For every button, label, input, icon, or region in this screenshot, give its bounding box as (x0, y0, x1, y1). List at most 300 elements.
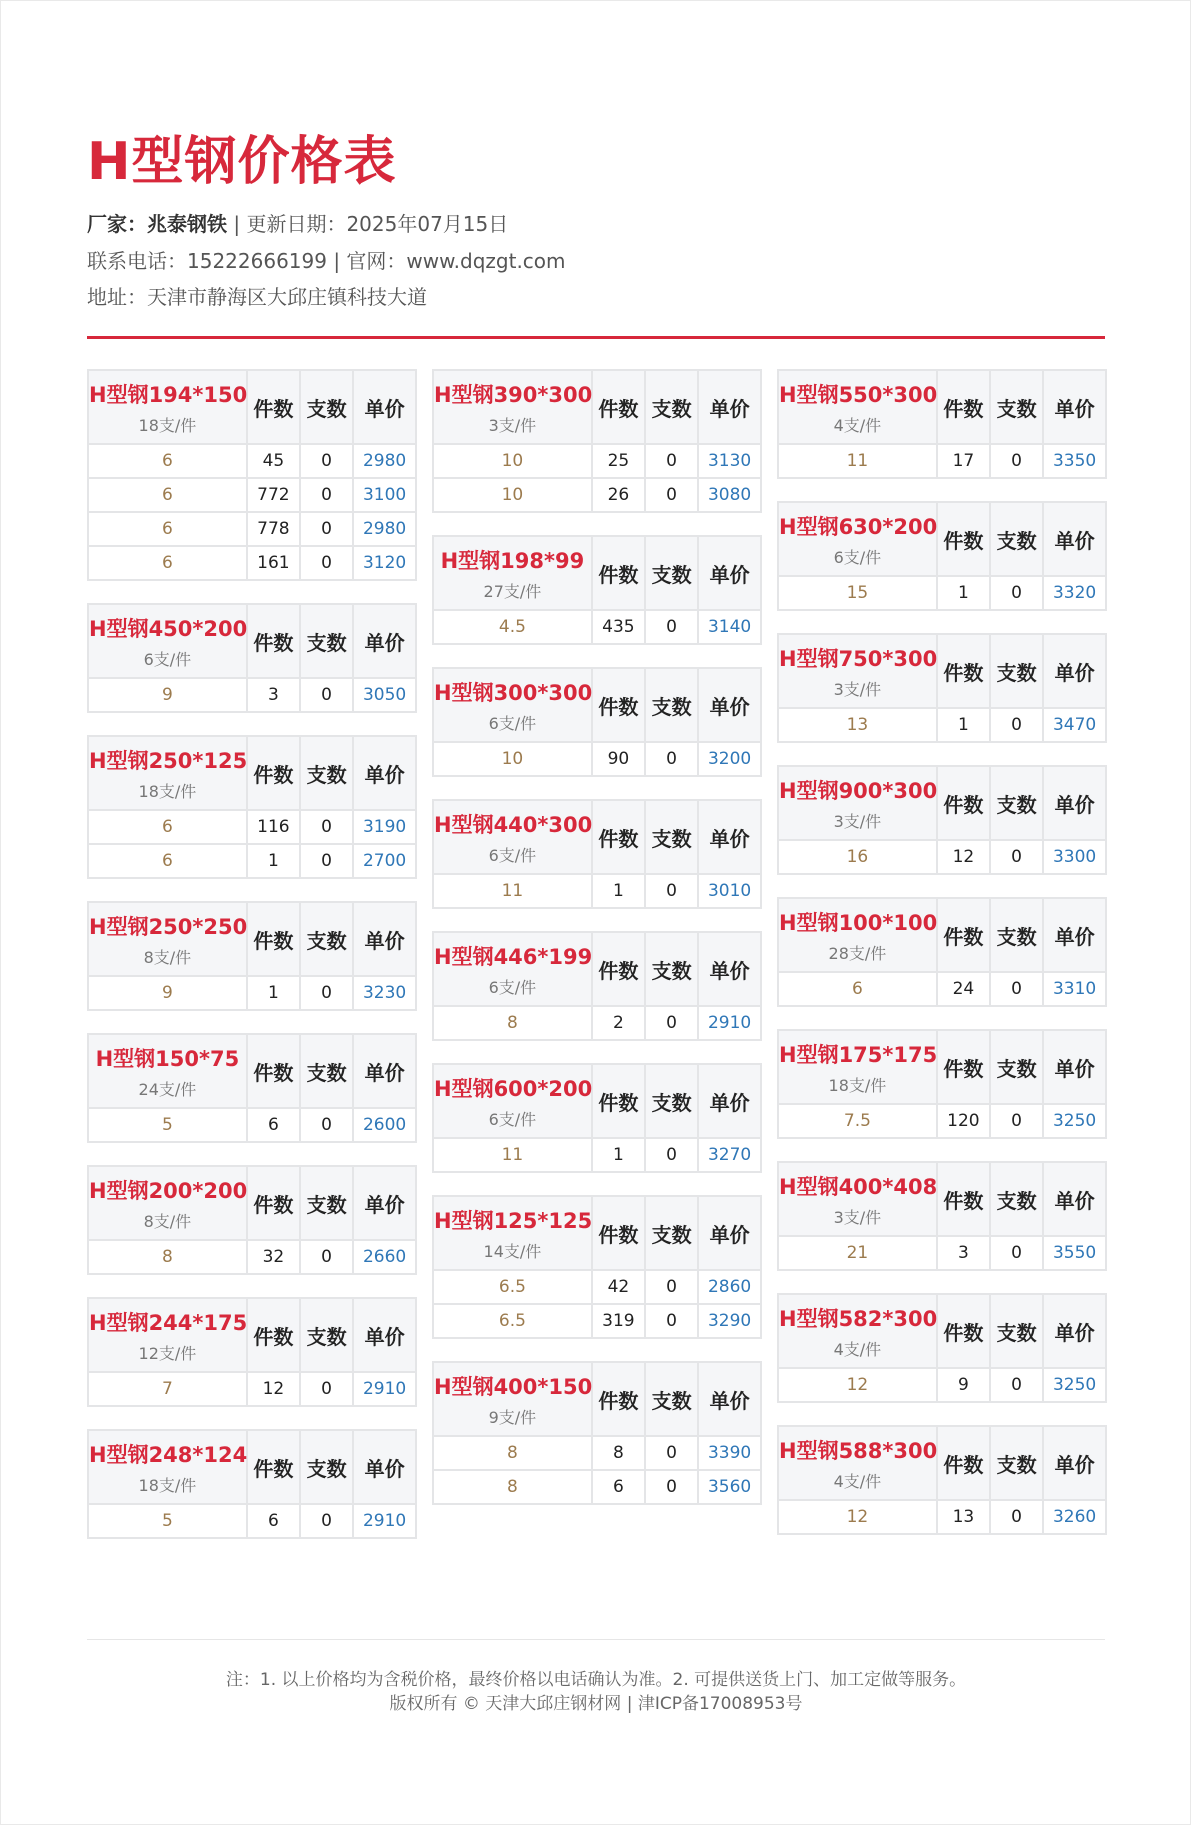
thickness-cell: 10 (434, 743, 591, 775)
table-header-row (779, 635, 1105, 707)
count-cell: 1 (248, 845, 299, 877)
thickness-cell: 7 (89, 1373, 246, 1405)
product-name: H型钢390*300 (434, 382, 593, 407)
price-table (777, 1029, 1107, 1139)
table-row (89, 1109, 415, 1141)
count-header: 件数 (248, 1167, 299, 1239)
count-cell: 1 (593, 1139, 644, 1171)
price-cell: 3350 (1044, 445, 1105, 477)
thickness-cell: 4.5 (434, 611, 591, 643)
count-cell: 13 (938, 1501, 989, 1533)
price-cell: 2700 (354, 845, 415, 877)
count-cell: 435 (593, 611, 644, 643)
thickness-cell: 21 (779, 1237, 936, 1269)
count-header: 件数 (938, 503, 989, 575)
pieces-header: 支数 (991, 635, 1042, 707)
price-header: 单价 (354, 371, 415, 443)
price-cell: 2660 (354, 1241, 415, 1273)
product-header (779, 899, 936, 971)
price-table (87, 901, 417, 1011)
price-cell: 3250 (1044, 1105, 1105, 1137)
pieces-cell: 0 (646, 611, 697, 643)
price-cell: 3130 (699, 445, 760, 477)
price-header: 单价 (354, 737, 415, 809)
table-row (89, 513, 415, 545)
product-name: H型钢900*300 (779, 778, 938, 803)
pieces-per-bundle: 8支/件 (143, 947, 192, 967)
product-name: H型钢440*300 (434, 812, 593, 837)
table-row (434, 611, 760, 643)
table-header-row (779, 371, 1105, 443)
product-header (89, 1167, 246, 1239)
pieces-cell: 0 (646, 1139, 697, 1171)
count-cell: 1 (593, 875, 644, 907)
table-header-row (89, 1431, 415, 1503)
thickness-cell: 9 (89, 977, 246, 1009)
count-header: 件数 (593, 669, 644, 741)
table-header-row (779, 1295, 1105, 1367)
count-header: 件数 (248, 605, 299, 677)
count-cell: 6 (593, 1471, 644, 1503)
footer-note: 注：1. 以上价格均为含税价格，最终价格以电话确认为准。2. 可提供送货上门、加工定做等服务。 (225, 1670, 967, 1690)
count-cell: 2 (593, 1007, 644, 1039)
product-header (89, 1299, 246, 1371)
table-header-row (434, 669, 760, 741)
table-row (779, 577, 1105, 609)
pieces-per-bundle: 6支/件 (488, 1109, 537, 1129)
price-cell: 3470 (1044, 709, 1105, 741)
product-header (89, 1035, 246, 1107)
pieces-header: 支数 (646, 371, 697, 443)
pieces-cell: 0 (646, 445, 697, 477)
price-header: 单价 (1044, 1427, 1105, 1499)
price-table (777, 369, 1107, 479)
pieces-cell: 0 (301, 1109, 352, 1141)
table-row (434, 1437, 760, 1469)
product-name: H型钢125*125 (434, 1208, 593, 1233)
price-table (777, 501, 1107, 611)
pieces-per-bundle: 4支/件 (833, 1339, 882, 1359)
price-table (777, 1425, 1107, 1535)
count-header: 件数 (248, 1035, 299, 1107)
price-table (87, 369, 417, 581)
product-header (779, 371, 936, 443)
table-header-row (434, 933, 760, 1005)
table-header-row (434, 1363, 760, 1435)
price-table (432, 535, 762, 645)
price-header: 单价 (1044, 1163, 1105, 1235)
count-cell: 778 (248, 513, 299, 545)
pieces-per-bundle: 4支/件 (833, 415, 882, 435)
count-header: 件数 (938, 371, 989, 443)
count-cell: 1 (938, 577, 989, 609)
table-header-row (89, 1035, 415, 1107)
price-cell: 3080 (699, 479, 760, 511)
pieces-header: 支数 (301, 1167, 352, 1239)
table-row (434, 1007, 760, 1039)
table-header-row (434, 537, 760, 609)
table-row (434, 1471, 760, 1503)
product-name: H型钢450*200 (89, 616, 248, 641)
pieces-cell: 0 (301, 479, 352, 511)
product-name: H型钢600*200 (434, 1076, 593, 1101)
table-row (434, 875, 760, 907)
pieces-per-bundle: 18支/件 (828, 1075, 887, 1095)
price-cell: 2910 (354, 1373, 415, 1405)
product-header (434, 669, 591, 741)
thickness-cell: 5 (89, 1505, 246, 1537)
pieces-cell: 0 (991, 709, 1042, 741)
thickness-cell: 6 (89, 845, 246, 877)
table-header-row (779, 767, 1105, 839)
price-table (432, 1063, 762, 1173)
table-row (89, 845, 415, 877)
pieces-cell: 0 (991, 1501, 1042, 1533)
pieces-cell: 0 (301, 513, 352, 545)
product-header (434, 371, 591, 443)
product-header (434, 933, 591, 1005)
price-column-2 (432, 369, 762, 1527)
pieces-per-bundle: 18支/件 (138, 781, 197, 801)
pieces-cell: 0 (301, 547, 352, 579)
count-cell: 24 (938, 973, 989, 1005)
pieces-cell: 0 (301, 679, 352, 711)
pieces-header: 支数 (301, 903, 352, 975)
price-cell: 3140 (699, 611, 760, 643)
count-cell: 772 (248, 479, 299, 511)
product-header (89, 1431, 246, 1503)
pieces-cell: 0 (991, 973, 1042, 1005)
pieces-per-bundle: 6支/件 (833, 547, 882, 567)
count-header: 件数 (938, 635, 989, 707)
count-cell: 9 (938, 1369, 989, 1401)
pieces-per-bundle: 28支/件 (828, 943, 887, 963)
table-row (89, 547, 415, 579)
thickness-cell: 10 (434, 479, 591, 511)
price-header: 单价 (354, 1431, 415, 1503)
pieces-cell: 0 (301, 845, 352, 877)
count-cell: 6 (248, 1109, 299, 1141)
table-header-row (89, 371, 415, 443)
product-name: H型钢582*300 (779, 1306, 938, 1331)
header-divider (87, 336, 1105, 339)
thickness-cell: 9 (89, 679, 246, 711)
table-row (89, 977, 415, 1009)
table-row (89, 811, 415, 843)
count-cell: 32 (248, 1241, 299, 1273)
pieces-cell: 0 (991, 1105, 1042, 1137)
price-cell: 3050 (354, 679, 415, 711)
pieces-per-bundle: 18支/件 (138, 1475, 197, 1495)
pieces-per-bundle: 27支/件 (483, 581, 542, 601)
product-name: H型钢200*200 (89, 1178, 248, 1203)
count-header: 件数 (938, 767, 989, 839)
count-header: 件数 (938, 1163, 989, 1235)
pieces-cell: 0 (646, 875, 697, 907)
thickness-cell: 11 (434, 875, 591, 907)
price-table (432, 931, 762, 1041)
price-header: 单价 (354, 903, 415, 975)
pieces-per-bundle: 9支/件 (488, 1407, 537, 1427)
footer-divider (87, 1639, 1105, 1640)
footer-copyright: 版权所有 © 天津大邱庄钢材网 | 津ICP备17008953号 (389, 1694, 803, 1714)
price-cell: 3010 (699, 875, 760, 907)
price-cell: 2860 (699, 1271, 760, 1303)
thickness-cell: 11 (779, 445, 936, 477)
pieces-per-bundle: 6支/件 (488, 977, 537, 997)
count-cell: 1 (248, 977, 299, 1009)
pieces-cell: 0 (991, 1369, 1042, 1401)
thickness-cell: 10 (434, 445, 591, 477)
pieces-per-bundle: 8支/件 (143, 1211, 192, 1231)
factory-label: 厂家：兆泰钢铁 (87, 212, 227, 236)
price-table (87, 735, 417, 879)
pieces-per-bundle: 3支/件 (833, 811, 882, 831)
table-row (89, 479, 415, 511)
price-table (777, 765, 1107, 875)
pieces-header: 支数 (646, 1363, 697, 1435)
price-cell: 2980 (354, 445, 415, 477)
price-cell: 3260 (1044, 1501, 1105, 1533)
price-header: 单价 (1044, 635, 1105, 707)
price-header: 单价 (699, 1197, 760, 1269)
price-table (432, 667, 762, 777)
count-cell: 90 (593, 743, 644, 775)
pieces-per-bundle: 14支/件 (483, 1241, 542, 1261)
product-name: H型钢400*408 (779, 1174, 938, 1199)
pieces-per-bundle: 24支/件 (138, 1079, 197, 1099)
count-cell: 45 (248, 445, 299, 477)
thickness-cell: 13 (779, 709, 936, 741)
count-header: 件数 (593, 1065, 644, 1137)
pieces-per-bundle: 12支/件 (138, 1343, 197, 1363)
thickness-cell: 6 (89, 513, 246, 545)
price-header: 单价 (1044, 899, 1105, 971)
product-name: H型钢100*100 (779, 910, 938, 935)
table-header-row (434, 1197, 760, 1269)
price-cell: 3120 (354, 547, 415, 579)
meta-line-factory (87, 208, 508, 237)
price-cell: 3300 (1044, 841, 1105, 873)
table-row (779, 1501, 1105, 1533)
pieces-cell: 0 (646, 1437, 697, 1469)
table-row (779, 1369, 1105, 1401)
product-header (434, 801, 591, 873)
count-header: 件数 (248, 903, 299, 975)
count-cell: 3 (938, 1237, 989, 1269)
table-row (779, 445, 1105, 477)
price-table (777, 1161, 1107, 1271)
pieces-per-bundle: 6支/件 (143, 649, 192, 669)
table-header-row (434, 371, 760, 443)
product-header (434, 1197, 591, 1269)
pieces-header: 支数 (991, 371, 1042, 443)
product-header (779, 1427, 936, 1499)
thickness-cell: 11 (434, 1139, 591, 1171)
count-cell: 3 (248, 679, 299, 711)
count-cell: 1 (938, 709, 989, 741)
table-row (779, 973, 1105, 1005)
pieces-cell: 0 (646, 1271, 697, 1303)
thickness-cell: 7.5 (779, 1105, 936, 1137)
price-cell: 3100 (354, 479, 415, 511)
price-header: 单价 (354, 1167, 415, 1239)
price-cell: 2980 (354, 513, 415, 545)
price-table (432, 1361, 762, 1505)
pieces-header: 支数 (301, 1431, 352, 1503)
count-cell: 116 (248, 811, 299, 843)
product-header (779, 1163, 936, 1235)
price-cell: 3320 (1044, 577, 1105, 609)
count-header: 件数 (938, 1295, 989, 1367)
product-name: H型钢300*300 (434, 680, 593, 705)
table-header-row (89, 605, 415, 677)
price-table (87, 603, 417, 713)
price-cell: 2600 (354, 1109, 415, 1141)
product-name: H型钢244*175 (89, 1310, 248, 1335)
thickness-cell: 5 (89, 1109, 246, 1141)
product-header (89, 903, 246, 975)
price-table (432, 369, 762, 513)
thickness-cell: 6 (89, 811, 246, 843)
price-table (87, 1165, 417, 1275)
product-header (89, 737, 246, 809)
count-header: 件数 (248, 1431, 299, 1503)
product-name: H型钢446*199 (434, 944, 593, 969)
pieces-per-bundle: 3支/件 (833, 1207, 882, 1227)
table-header-row (89, 737, 415, 809)
count-header: 件数 (248, 1299, 299, 1371)
count-cell: 25 (593, 445, 644, 477)
price-header: 单价 (354, 1035, 415, 1107)
count-cell: 8 (593, 1437, 644, 1469)
table-row (89, 1373, 415, 1405)
count-cell: 161 (248, 547, 299, 579)
table-header-row (89, 1299, 415, 1371)
pieces-header: 支数 (646, 801, 697, 873)
pieces-header: 支数 (991, 767, 1042, 839)
thickness-cell: 16 (779, 841, 936, 873)
price-header: 单价 (354, 1299, 415, 1371)
price-table (777, 1293, 1107, 1403)
pieces-cell: 0 (991, 841, 1042, 873)
price-header: 单价 (1044, 1295, 1105, 1367)
price-header: 单价 (699, 1363, 760, 1435)
count-header: 件数 (593, 933, 644, 1005)
count-cell: 12 (938, 841, 989, 873)
thickness-cell: 8 (434, 1471, 591, 1503)
meta-line-address: 地址：天津市静海区大邱庄镇科技大道 (87, 285, 427, 309)
price-header: 单价 (699, 537, 760, 609)
table-row (89, 445, 415, 477)
pieces-header: 支数 (991, 1295, 1042, 1367)
price-cell: 3250 (1044, 1369, 1105, 1401)
table-row (779, 841, 1105, 873)
price-table (432, 1195, 762, 1339)
pieces-header: 支数 (301, 605, 352, 677)
price-cell: 2910 (699, 1007, 760, 1039)
pieces-per-bundle: 3支/件 (833, 679, 882, 699)
table-row (434, 743, 760, 775)
table-header-row (89, 903, 415, 975)
count-cell: 6 (248, 1505, 299, 1537)
count-cell: 26 (593, 479, 644, 511)
price-table (87, 1033, 417, 1143)
table-row (779, 709, 1105, 741)
price-table (432, 799, 762, 909)
count-header: 件数 (248, 371, 299, 443)
product-name: H型钢588*300 (779, 1438, 938, 1463)
pieces-cell: 0 (646, 1305, 697, 1337)
product-header (89, 605, 246, 677)
pieces-per-bundle: 6支/件 (488, 845, 537, 865)
pieces-header: 支数 (991, 1427, 1042, 1499)
product-name: H型钢248*124 (89, 1442, 248, 1467)
product-name: H型钢175*175 (779, 1042, 938, 1067)
thickness-cell: 12 (779, 1369, 936, 1401)
table-row (89, 1505, 415, 1537)
product-header (434, 537, 591, 609)
price-header: 单价 (699, 669, 760, 741)
table-row (779, 1105, 1105, 1137)
product-header (89, 371, 246, 443)
product-header (779, 635, 936, 707)
price-header: 单价 (1044, 371, 1105, 443)
pieces-cell: 0 (301, 1241, 352, 1273)
price-cell: 3270 (699, 1139, 760, 1171)
thickness-cell: 8 (434, 1437, 591, 1469)
count-cell: 42 (593, 1271, 644, 1303)
pieces-header: 支数 (991, 1031, 1042, 1103)
price-header: 单价 (699, 933, 760, 1005)
pieces-header: 支数 (646, 933, 697, 1005)
price-table (777, 897, 1107, 1007)
product-name: H型钢750*300 (779, 646, 938, 671)
price-table (87, 1429, 417, 1539)
count-cell: 319 (593, 1305, 644, 1337)
price-cell: 3200 (699, 743, 760, 775)
count-header: 件数 (593, 1363, 644, 1435)
pieces-cell: 0 (301, 1373, 352, 1405)
price-table (87, 1297, 417, 1407)
thickness-cell: 8 (89, 1241, 246, 1273)
thickness-cell: 6 (779, 973, 936, 1005)
count-header: 件数 (248, 737, 299, 809)
pieces-cell: 0 (646, 1007, 697, 1039)
pieces-header: 支数 (646, 669, 697, 741)
price-cell: 3190 (354, 811, 415, 843)
price-cell: 3290 (699, 1305, 760, 1337)
table-header-row (89, 1167, 415, 1239)
product-header (779, 503, 936, 575)
thickness-cell: 6.5 (434, 1305, 591, 1337)
thickness-cell: 8 (434, 1007, 591, 1039)
table-row (89, 679, 415, 711)
pieces-header: 支数 (991, 899, 1042, 971)
pieces-header: 支数 (301, 737, 352, 809)
price-header: 单价 (699, 1065, 760, 1137)
thickness-cell: 6 (89, 445, 246, 477)
pieces-header: 支数 (646, 1065, 697, 1137)
count-header: 件数 (593, 801, 644, 873)
pieces-header: 支数 (646, 1197, 697, 1269)
price-cell: 3390 (699, 1437, 760, 1469)
table-header-row (779, 899, 1105, 971)
product-header (434, 1363, 591, 1435)
table-row (434, 1139, 760, 1171)
price-header: 单价 (1044, 503, 1105, 575)
pieces-header: 支数 (301, 371, 352, 443)
